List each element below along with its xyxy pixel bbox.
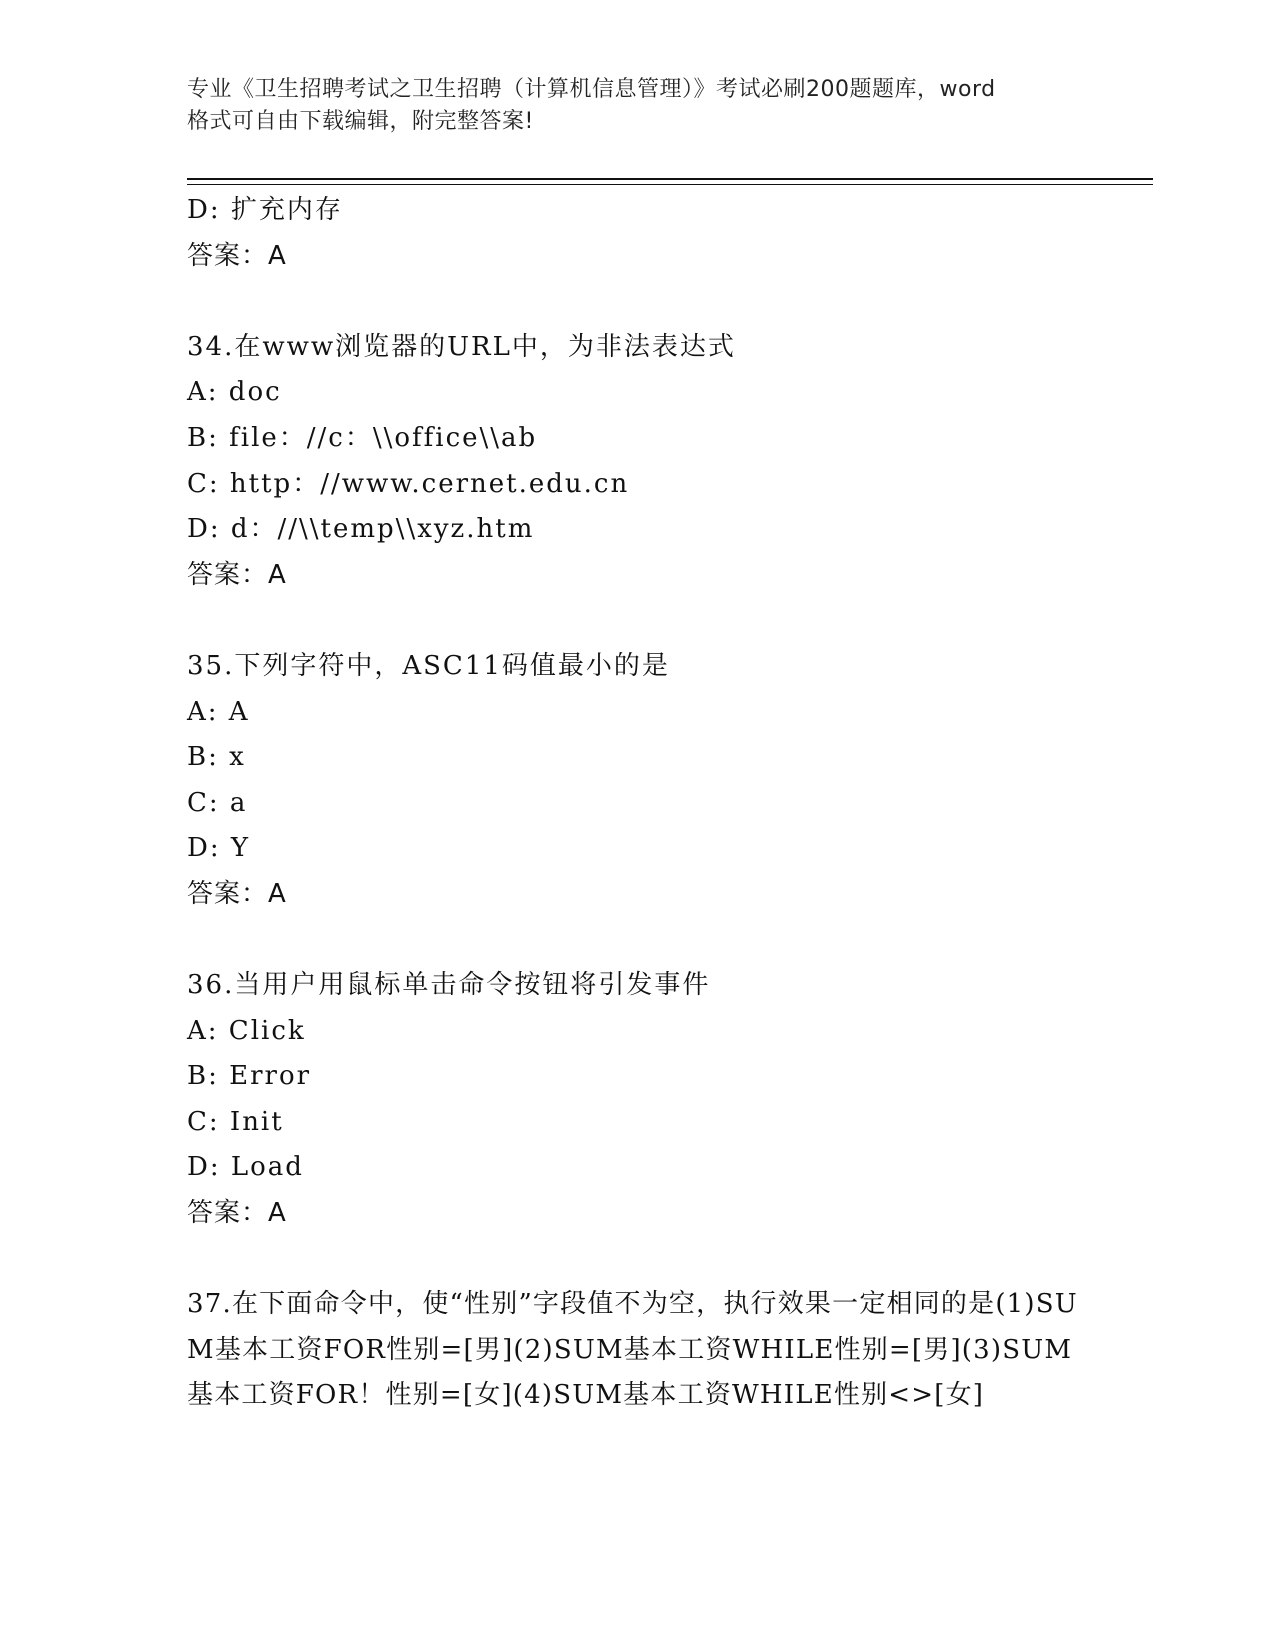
question-36 — [187, 963, 1147, 1237]
option-a: A: Click — [187, 1015, 306, 1046]
header-divider-thick — [187, 178, 1153, 180]
question-stem: 37.在下面命令中，使“性别”字段值不为空，执行效果一定相同的是(1)SUM基本工资FOR性别=[男](2)SUM基本工资WHILE性别=[男](3)SUM基本工资FOR！性别=[女](4)SUM基本工资WHILE性别<>[女] — [187, 1289, 1078, 1411]
question-34 — [187, 325, 1147, 599]
option-b: B: x — [187, 742, 246, 773]
spacer — [187, 598, 1147, 644]
option-c: C: http：//www.cernet.edu.cn — [187, 468, 630, 499]
answer-label: 答案：A — [187, 240, 287, 271]
question-37 — [187, 1282, 1147, 1419]
spacer — [187, 1237, 1147, 1283]
option-b: B: Error — [187, 1061, 312, 1092]
option-b: B: file：//c：\\office\\ab — [187, 422, 538, 453]
spacer — [187, 279, 1147, 325]
answer-label: 答案：A — [187, 878, 287, 909]
answer-label: 答案：A — [187, 1198, 287, 1229]
option-d: D: Y — [187, 833, 251, 864]
option-a: A: doc — [187, 377, 282, 408]
option-d: D: Load — [187, 1152, 304, 1183]
option-a: A: A — [187, 696, 250, 727]
option-c: C: a — [187, 787, 248, 818]
carryover-question — [187, 188, 1147, 279]
question-35 — [187, 644, 1147, 918]
question-stem: 36.当用户用鼠标单击命令按钮将引发事件 — [187, 970, 711, 1001]
header-title-line-1: 专业《卫生招聘考试之卫生招聘（计算机信息管理）》考试必刷200题题库，word — [187, 77, 996, 102]
answer-label: 答案：A — [187, 559, 287, 590]
header-title-line-2: 格式可自由下载编辑，附完整答案! — [187, 109, 534, 134]
option-c: C: Init — [187, 1106, 284, 1137]
question-stem: 34.在www浏览器的URL中，为非法表达式 — [187, 331, 736, 362]
option-d: D: d：//\\temp\\xyz.htm — [187, 514, 535, 545]
question-list — [187, 188, 1147, 1419]
document-header — [187, 74, 1097, 138]
option-d: D: 扩充内存 — [187, 195, 343, 225]
header-divider-thin — [187, 184, 1153, 185]
spacer — [187, 918, 1147, 964]
question-stem: 35.下列字符中，ASC11码值最小的是 — [187, 650, 670, 681]
